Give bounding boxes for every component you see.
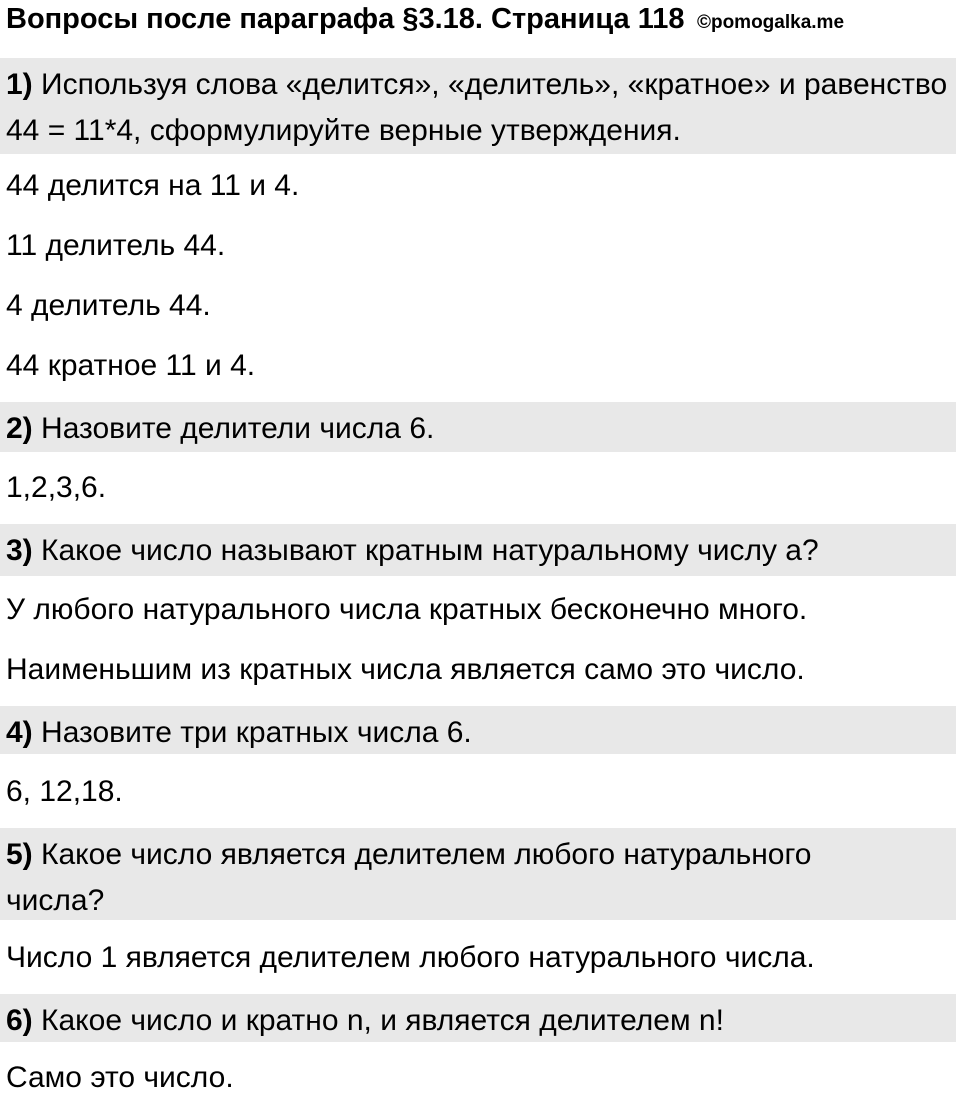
question-text bbox=[0, 58, 956, 154]
question-body: Какое число и кратно n, и является делителем n! bbox=[32, 1004, 724, 1037]
answer-line: 44 кратное 11 и 4. bbox=[6, 349, 256, 382]
answer-line: 1,2,3,6. bbox=[6, 471, 107, 504]
question-1 bbox=[0, 58, 956, 154]
answer-line: 4 делитель 44. bbox=[6, 289, 211, 322]
answer-line: Наименьшим из кратных числа является само это число. bbox=[6, 653, 805, 686]
question-2 bbox=[0, 402, 956, 452]
question-body: Используя слова «делится», «делитель», «кратное» и равенство 44 = 11*4, сформулируйте верные утверждения. bbox=[6, 68, 948, 147]
question-text bbox=[0, 524, 956, 574]
page-header bbox=[6, 0, 844, 42]
question-3 bbox=[0, 524, 956, 576]
question-number: 2) bbox=[6, 412, 33, 445]
question-number: 6) bbox=[6, 1004, 33, 1037]
question-body: Назовите три кратных числа 6. bbox=[32, 716, 472, 749]
question-6 bbox=[0, 994, 956, 1042]
answer-line: 11 делитель 44. bbox=[6, 229, 226, 262]
watermark: ©pomogalka.me bbox=[696, 12, 845, 33]
question-number: 1) bbox=[6, 68, 33, 101]
question-body: Какое число является делителем любого натурального числа? bbox=[6, 838, 812, 917]
answer-line: 6, 12,18. bbox=[6, 775, 123, 808]
answer-line: У любого натурального числа кратных бесконечно много. bbox=[6, 593, 808, 626]
question-4 bbox=[0, 706, 956, 754]
answer-line: Число 1 является делителем любого натурального числа. bbox=[6, 941, 815, 974]
question-text bbox=[0, 402, 956, 452]
answer-line: 44 делится на 11 и 4. bbox=[6, 169, 300, 202]
answer-line: Само это число. bbox=[6, 1061, 234, 1094]
question-body: Какое число называют кратным натуральному числу а? bbox=[32, 534, 819, 567]
question-text bbox=[0, 828, 956, 924]
question-text bbox=[0, 706, 956, 756]
page-title: Вопросы после параграфа §3.18. Страница 118 bbox=[6, 3, 685, 35]
question-text bbox=[0, 994, 956, 1044]
question-5 bbox=[0, 828, 956, 920]
question-body: Назовите делители числа 6. bbox=[32, 412, 435, 445]
question-number: 4) bbox=[6, 716, 33, 749]
question-number: 5) bbox=[6, 838, 33, 871]
question-number: 3) bbox=[6, 534, 33, 567]
